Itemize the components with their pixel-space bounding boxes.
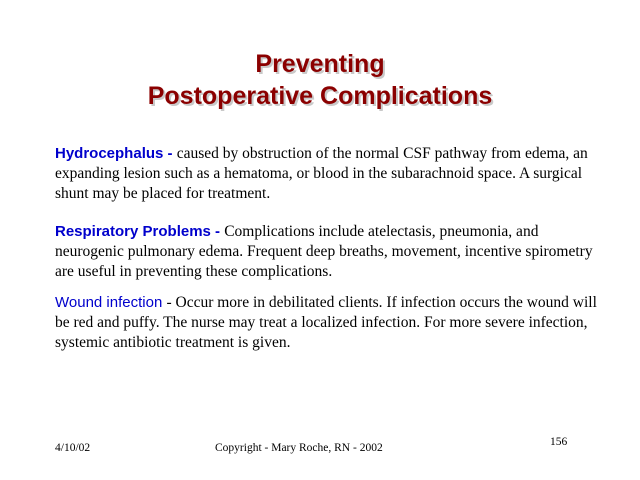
- term-respiratory-problems: Respiratory Problems -: [55, 223, 225, 240]
- paragraph-wound-infection: [55, 293, 600, 353]
- term-wound-infection: Wound infection: [55, 294, 167, 311]
- text-respiratory-problems: Complications include atelectasis, pneumonia, and neurogenic pulmonary edema. Frequent deep breaths, movement, incentive spirometry are useful in preventing these complications.: [55, 223, 593, 280]
- slide-title: [0, 48, 640, 112]
- text-wound-infection: - Occur more in debilitated clients. If infection occurs the wound will be red and puffy. The nurse may treat a localized infection. For more severe infection, systemic antibiotic treatment is given.: [55, 294, 597, 351]
- slide-title-line-1: Preventing: [255, 50, 385, 78]
- paragraph-hydrocephalus: [55, 144, 600, 204]
- footer-date: 4/10/02: [55, 442, 91, 454]
- footer-copyright: Copyright - Mary Roche, RN - 2002: [215, 442, 383, 454]
- text-hydrocephalus: caused by obstruction of the normal CSF pathway from edema, an expanding lesion such as a hematoma, or blood in the subarachnoid space. A surgical shunt may be placed for treatment.: [55, 145, 588, 202]
- term-hydrocephalus: Hydrocephalus -: [55, 145, 177, 162]
- footer-page-number: 156: [550, 436, 568, 448]
- slide-title-line-2: Postoperative Complications: [147, 82, 493, 110]
- paragraph-respiratory-problems: [55, 222, 600, 282]
